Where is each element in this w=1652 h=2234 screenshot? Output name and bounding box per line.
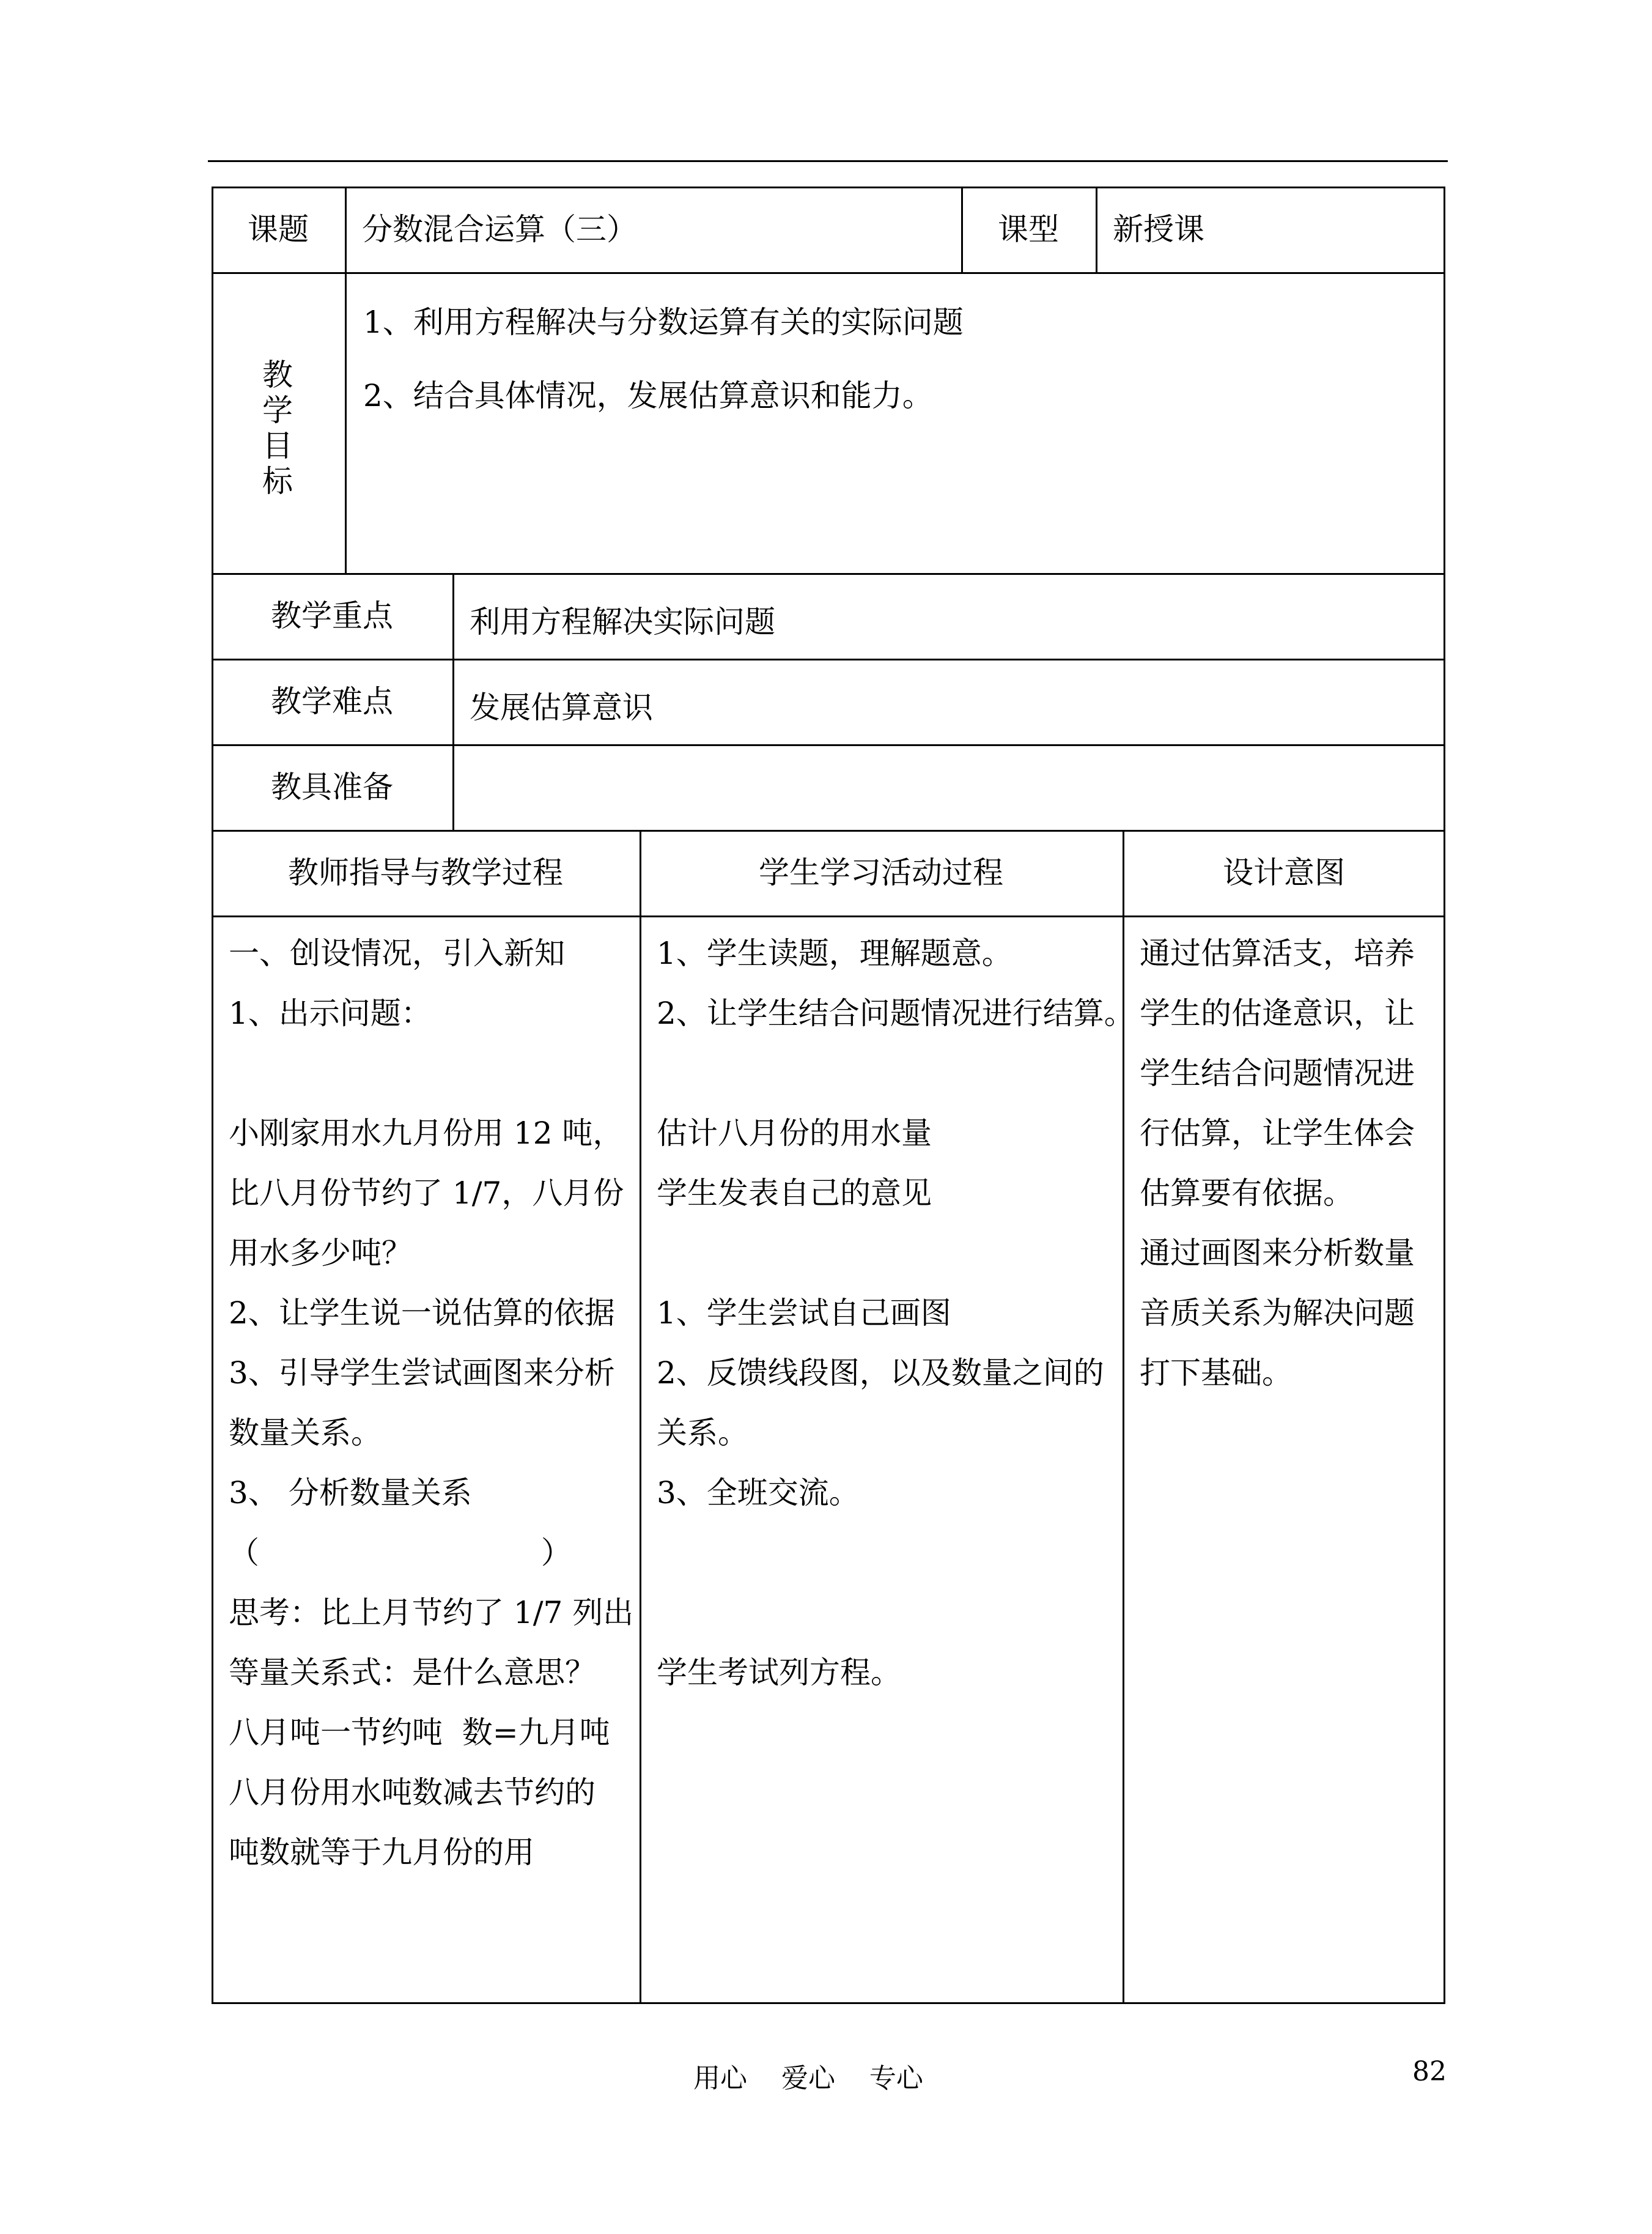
header-rule bbox=[208, 160, 1448, 162]
student-line: 3、全班交流。 bbox=[657, 1475, 860, 1511]
teacher-line: 用水多少吨？ bbox=[229, 1235, 412, 1271]
student-line: 关系。 bbox=[657, 1415, 748, 1451]
objectives-label-char: 教 bbox=[262, 357, 293, 393]
objectives-label-char: 学 bbox=[262, 393, 293, 428]
row-divider bbox=[212, 573, 1445, 575]
difficulty-label: 教学难点 bbox=[271, 684, 393, 719]
design-line: 学生结合问题情况进 bbox=[1140, 1056, 1415, 1091]
column-header-design: 设计意图 bbox=[1223, 855, 1345, 890]
teacher-process-column bbox=[229, 923, 632, 1882]
row-divider bbox=[212, 915, 1445, 917]
row-divider bbox=[212, 659, 1445, 660]
teacher-line: 数量关系。 bbox=[229, 1415, 382, 1451]
teacher-line: 比八月份节约了 1/7，八月份 bbox=[229, 1175, 624, 1211]
student-line: 估计八月份的用水量 bbox=[657, 1115, 932, 1151]
teacher-line: 八月吨一节约吨 数=九月吨 bbox=[229, 1715, 610, 1750]
student-line: 2、反馈线段图，以及数量之间的 bbox=[657, 1355, 1104, 1391]
key-point-label: 教学重点 bbox=[271, 598, 393, 634]
teacher-line: 1、出示问题： bbox=[229, 996, 432, 1031]
objectives-label bbox=[259, 357, 296, 499]
teacher-line: 思考：比上月节约了 1/7 列出 bbox=[229, 1595, 634, 1630]
teacher-line: （ ） bbox=[229, 1535, 572, 1570]
objective-item: 2、结合具体情况，发展估算意识和能力。 bbox=[363, 378, 933, 413]
design-line: 音质关系为解决问题 bbox=[1140, 1295, 1415, 1331]
student-line bbox=[657, 1043, 1115, 1103]
design-line: 估算要有依据。 bbox=[1140, 1175, 1354, 1211]
difficulty-value: 发展估算意识 bbox=[470, 690, 653, 725]
row-divider bbox=[212, 272, 1445, 274]
materials-label: 教具准备 bbox=[271, 769, 393, 805]
student-line bbox=[657, 1583, 1115, 1643]
objective-item: 1、利用方程解决与分数运算有关的实际问题 bbox=[363, 305, 964, 340]
student-line: 1、学生尝试自己画图 bbox=[657, 1295, 951, 1331]
teacher-line: 小刚家用水九月份用 12 吨， bbox=[229, 1115, 624, 1151]
footer-motto: 用心 爱心 专心 bbox=[693, 2063, 923, 2094]
key-point-value: 利用方程解决实际问题 bbox=[470, 604, 775, 640]
col-divider bbox=[345, 187, 347, 573]
objectives-label-char: 标 bbox=[262, 464, 293, 499]
design-line: 打下基础。 bbox=[1140, 1355, 1292, 1391]
col-divider bbox=[640, 830, 641, 2004]
objectives-label-char: 目 bbox=[262, 428, 293, 464]
teacher-line: 吨数就等于九月份的用 bbox=[229, 1835, 534, 1870]
student-line bbox=[657, 1523, 1115, 1583]
teacher-line: 3、引导学生尝试画图来分析 bbox=[229, 1355, 615, 1391]
col-divider bbox=[1096, 187, 1097, 272]
student-activity-column bbox=[657, 923, 1135, 1703]
type-label: 课型 bbox=[998, 212, 1059, 247]
type-value: 新授课 bbox=[1113, 212, 1204, 247]
col-divider bbox=[452, 573, 454, 830]
student-line: 1、学生读题，理解题意。 bbox=[657, 936, 1012, 971]
topic-label: 课题 bbox=[248, 212, 309, 247]
teacher-line: 一、创设情况，引入新知 bbox=[229, 936, 565, 971]
student-line: 2、让学生结合问题情况进行结算。 bbox=[657, 996, 1135, 1031]
row-divider bbox=[212, 830, 1445, 832]
design-line: 通过画图来分析数量 bbox=[1140, 1235, 1415, 1271]
design-line: 学生的估逄意识，让 bbox=[1140, 996, 1415, 1031]
teacher-line: 3、 分析数量关系 bbox=[229, 1475, 472, 1511]
page-number: 82 bbox=[1412, 2056, 1447, 2087]
student-line bbox=[657, 1223, 1115, 1283]
teacher-line: 八月份用水吨数减去节约的 bbox=[229, 1775, 596, 1810]
design-line: 行估算，让学生体会 bbox=[1140, 1115, 1415, 1151]
design-intent-column bbox=[1140, 923, 1439, 1403]
topic-value: 分数混合运算（三） bbox=[362, 212, 637, 247]
teacher-line bbox=[229, 1043, 632, 1103]
teacher-line: 等量关系式：是什么意思？ bbox=[229, 1655, 596, 1690]
student-line: 学生发表自己的意见 bbox=[657, 1175, 932, 1211]
row-divider bbox=[212, 744, 1445, 746]
teacher-line: 2、让学生说一说估算的依据 bbox=[229, 1295, 615, 1331]
student-line: 学生考试列方程。 bbox=[657, 1655, 901, 1690]
column-header-student: 学生学习活动过程 bbox=[759, 855, 1003, 890]
design-line: 通过估算活支，培养 bbox=[1140, 936, 1415, 971]
column-header-teacher: 教师指导与教学过程 bbox=[288, 855, 563, 890]
